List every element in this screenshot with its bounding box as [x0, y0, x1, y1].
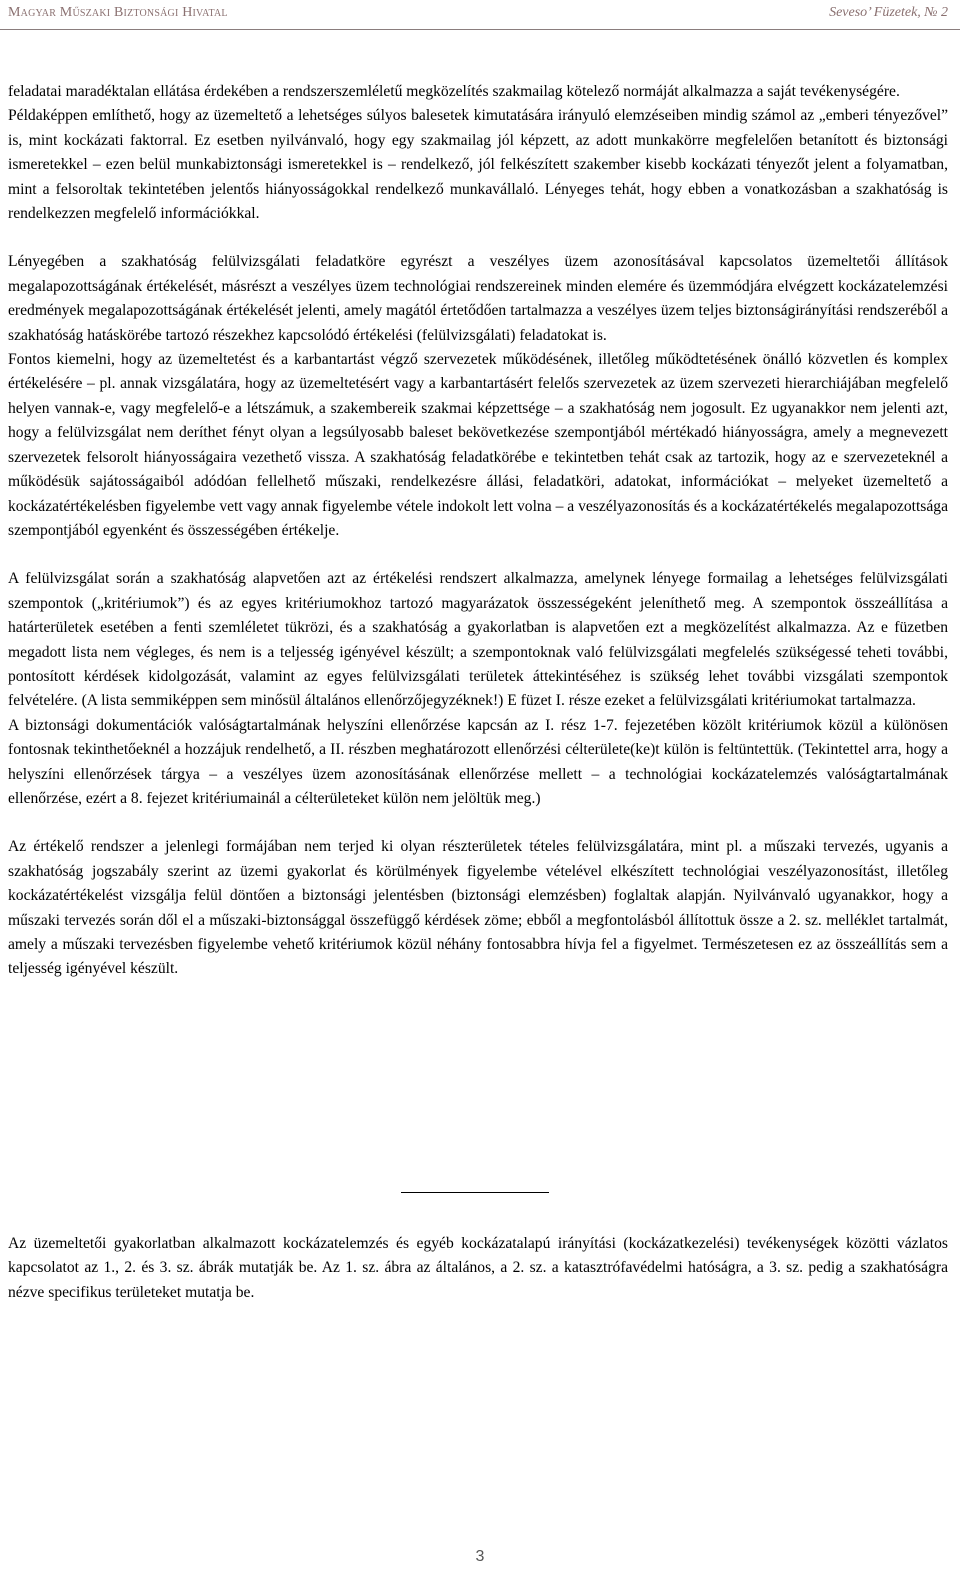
header-series-title: Seveso’ Füzetek, № 2	[829, 5, 948, 20]
paragraph: A felülvizsgálat során a szakhatóság alapvetően azt az értékelési rendszert alkalmazza, amelynek lényege formailag a lehetséges felülvizsgálati szempontok („kritériumok”) és az egyes kritériumokhoz tartozó magyarázatok összességeként jeleníthető meg. A szempontok összeállítása a határterületek esetében a fenti szemléletet tükrözi, és a szakhatóság a gyakorlatban is alapvetően ezt a megközelítést alkalmazza. Az e füzetben megadott lista nem végleges, és nem is a teljesség igényével készült; a szempontoknak való felülvizsgálati megfelelés szükségessé teheti további, pontosított kérdések kidolgozását, valamint az egyes felülvizsgálati területek áttekintéséhez is szükség lehet további vizsgálati szempontok felvételére. (A lista semmiképpen sem minősül általános ellenőrzőjegyzéknek!) E füzet I. része ezeket a felülvizsgálati kritériumokat tartalmazza.	[8, 570, 948, 710]
page-number: 3	[475, 1548, 485, 1565]
header-publisher: Magyar Műszaki Biztonsági Hivatal	[8, 5, 228, 20]
paragraph-spacer	[8, 226, 948, 250]
paragraph: A biztonsági dokumentációk valóságtartalmának helyszíni ellenőrzése kapcsán az I. rész 1-7. fejezetében közölt kritériumok közül a különösen fontosnak tekinthetőeknél a hozzájuk rendelhető, a II. részben meghatározott ellenőrzési célterülete(ke)t külön is feltüntettük. (Tekintettel arra, hogy a helyszíni ellenőrzések tárgya – a veszélyes üzem azonosításának ellenőrzése mellett – a technológiai kockázatelemzés valóságtartalmának ellenőrzése, ezért a 8. fejezet kritériumainál a célterületeket külön nem jelöltük meg.)	[8, 716, 948, 807]
body-text	[8, 80, 948, 982]
paragraph: Lényegében a szakhatóság felülvizsgálati feladatköre egyrészt a veszélyes üzem azonosításával kapcsolatos üzemeltetői állítások megalapozottságának értékelését, másrészt a veszélyes üzem technológiai rendszereinek minden elemére és üzemmódjára elvégzett kockázatelemzési eredmények megalapozottságának értékelését jelenti, amely magától értetődően tartalmazza a veszélyes üzem teljes biztonságirányítási rendszeréből a szakhatóság hatáskörébe tartozó részekhez kapcsolódó értékelési (felülvizsgálati) feladatokat is.	[8, 253, 948, 344]
footnote	[8, 1232, 948, 1305]
paragraph: Az értékelő rendszer a jelenlegi formájában nem terjed ki olyan részterületek tételes felülvizsgálatára, mint pl. a műszaki tervezés, ugyanis a szakhatóság jogszabály szerint az üzemi gyakorlat és körülmények figyelembe vételével elkészített technológiai veszélyazonosítást, illetőleg kockázatértékelést vizsgálja felül döntően a biztonsági jelentésben (biztonsági elemzésben) foglaltak alapján. Nyilvánvaló ugyanakkor, hogy a műszaki tervezés során dől el a műszaki-biztonsággal összefüggő kérdések zöme; ebből a megfontolásból állítottuk össze a 2. sz. melléklet tartalmát, amely a műszaki tervezésben figyelembe vehető kritériumok közül néhány fontosabbra hívja fel a figyelmet. Természetesen ez az összeállítás sem a teljesség igényével készült.	[8, 838, 948, 978]
paragraph-spacer	[8, 543, 948, 567]
running-header	[0, 0, 960, 30]
paragraph: feladatai maradéktalan ellátása érdekében a rendszerszemléletű megközelítés szakmailag kötelező normáját alkalmazza a saját tevékenységére.	[8, 83, 900, 100]
paragraph: Példaképpen említhető, hogy az üzemeltető a lehetséges súlyos balesetek kimutatására irányuló elemzéseiben mindig számol az „emberi tényezővel” is, mint kockázati faktorral. Ez esetben nyilvánvaló, hogy egy szakmailag jól képzett, az adott munkakörre megfelelően betanított és biztonsági ismeretekkel – ezen belül munkabiztonsági ismeretekkel is – rendelkező, jól felkészített szakember kisebb kockázati tényezőt jelent a folyamatban, mint a felsoroltak tekintetében jelentős hiányosságokkal rendelkező munkavállaló. Lényeges tehát, hogy ebben a vonatkozásban a szakhatóság is rendelkezzen megfelelő információkkal.	[8, 107, 948, 223]
paragraph: Fontos kiemelni, hogy az üzemeltetést és a karbantartást végző szervezetek működésének, illetőleg működtetésének önálló közvetlen és komplex értékelésére – pl. annak vizsgálatára, hogy az üzemeltetésért vagy a karbantartásért felelős szervezetek az üzem szervezeti hierarchiájában megfelelő helyen vannak-e, vagy megfelelő-e a létszámuk, a szakembereik szakmai képzettsége – a szakhatóság nem jogosult. Ez ugyanakkor nem jelenti azt, hogy a felülvizsgálat nem deríthet fényt olyan a legsúlyosabb baleset bekövetkezése szempontjából mértékadó hiányosságra, amely a megnevezett szervezetek felsorolt hiányosságaira vezethető vissza. A szakhatóság feladatkörébe e tekintetben tehát csak az tartozik, hogy az e szervezeteknél a működésük sajátosságaiból adódóan fellelhető műszaki, rendelkezésre állási, feladatköri, adatokat, információkat – melyeket üzemeltető a kockázatértékelésben figyelembe vett vagy annak figyelembe vétele indokolt lett volna – a veszélyazonosítás és a kockázatértékelés megalapozottsága szempontjából egyenként és összességében értékelje.	[8, 351, 948, 539]
footnote-separator	[401, 1192, 549, 1193]
footnote-text: Az üzemeltetői gyakorlatban alkalmazott kockázatelemzés és egyéb kockázatalapú irányítási (kockázatkezelési) tevékenységek közötti vázlatos kapcsolatot az 1., 2. és 3. sz. ábrák mutatják be. Az 1. sz. ábra az általános, a 2. sz. a katasztrófavédelmi hatóságra, a 3. sz. pedig a szakhatóságra nézve specifikus területeket mutatja be.	[8, 1235, 948, 1301]
paragraph-spacer	[8, 811, 948, 835]
